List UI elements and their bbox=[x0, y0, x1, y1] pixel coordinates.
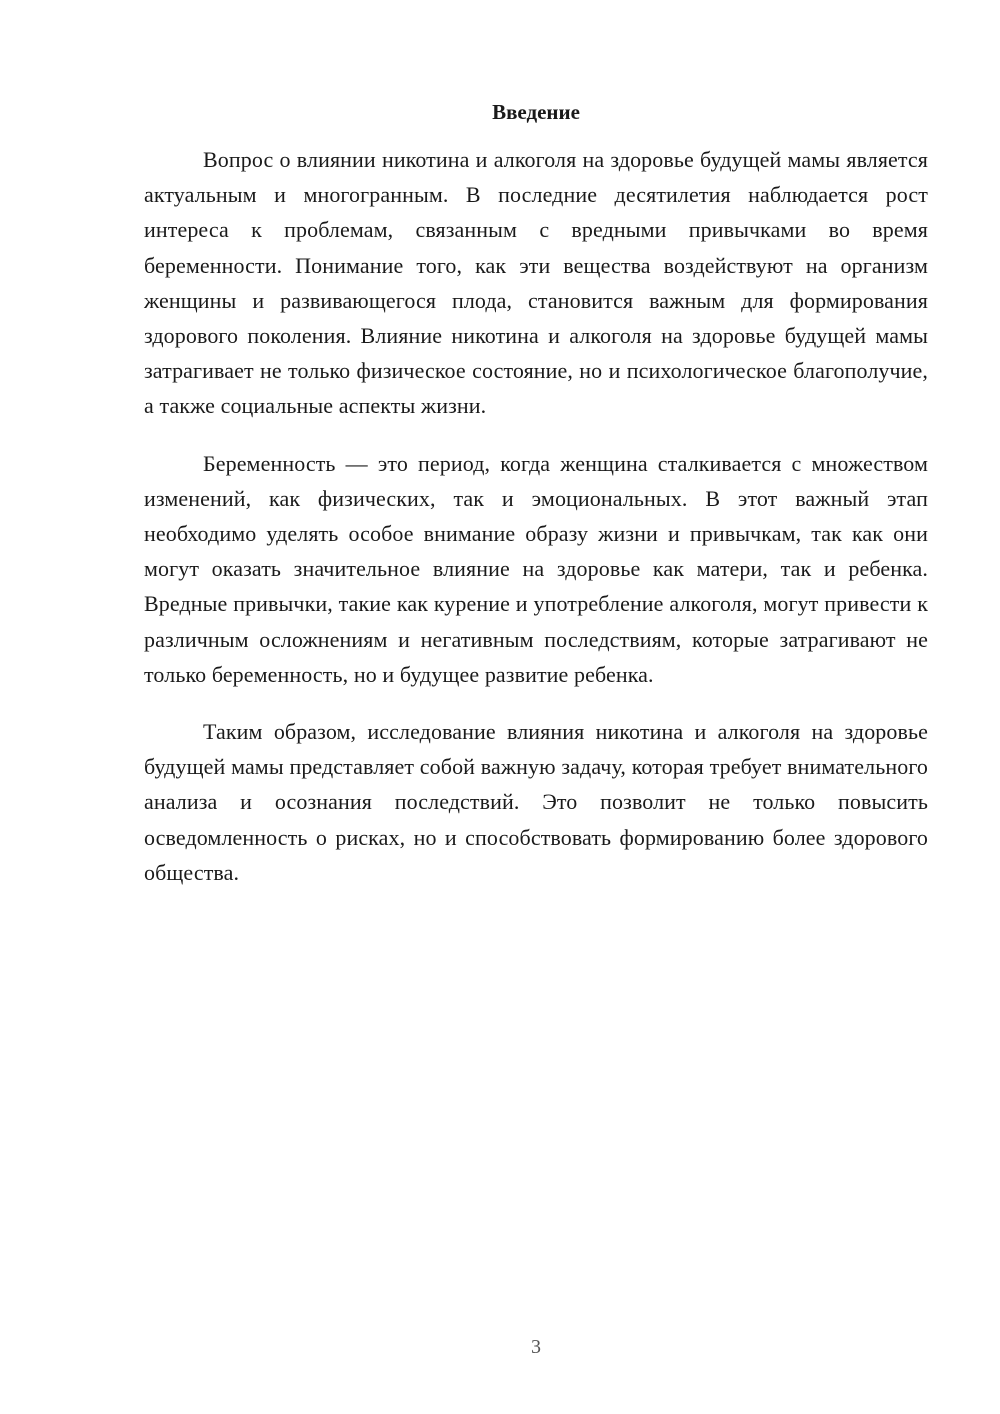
paragraph-2: Беременность — это период, когда женщина сталкивается с множеством изменений, как физических, так и эмоциональных. В этот важный этап необходимо уделять особое внимание образу жизни и привычкам, так как они могут оказать значительное влияние на здоровье как матери, так и ребенка. Вредные привычки, такие как курение и употребление алкоголя, могут привести к различным осложнениям и негативным последствиям, которые затрагивают не только беременность, но и будущее развитие ребенка. bbox=[144, 450, 928, 687]
section-heading: Введение bbox=[492, 100, 580, 124]
page-number: 3 bbox=[531, 1336, 541, 1358]
body-text bbox=[144, 142, 928, 912]
paragraph-1: Вопрос о влиянии никотина и алкоголя на здоровье будущей мамы является актуальным и многогранным. В последние десятилетия наблюдается рост интереса к проблемам, связанным с вредными привычками во время беременности. Понимание того, как эти вещества воздействуют на организм женщины и развивающегося плода, становится важным для формирования здорового поколения. Влияние никотина и алкоголя на здоровье будущей мамы затрагивает не только физическое состояние, но и психологическое благополучие, а также социальные аспекты жизни. bbox=[144, 147, 928, 419]
paragraph-3: Таким образом, исследование влияния никотина и алкоголя на здоровье будущей мамы представляет собой важную задачу, которая требует внимательного анализа и осознания последствий. Это позволит не только повысить осведомленность о рисках, но и способствовать формированию более здорового общества. bbox=[144, 719, 928, 885]
